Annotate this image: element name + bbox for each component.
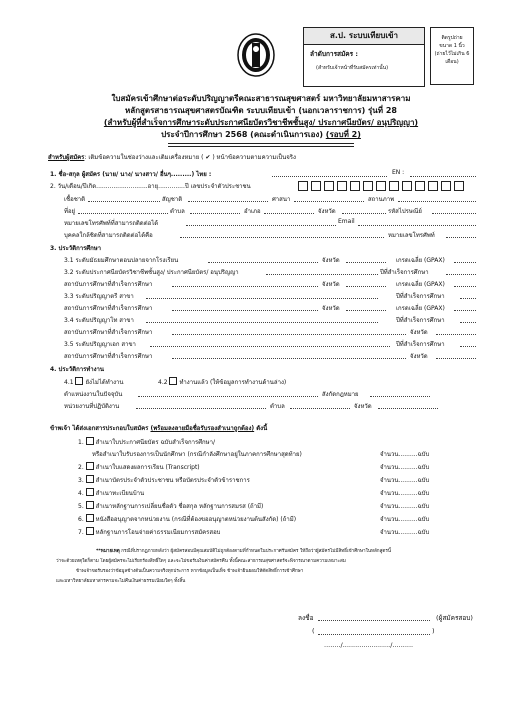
affiliation-label: สังกัดกฎหมาย <box>322 391 359 398</box>
option-number: 4.1 <box>64 379 74 386</box>
id-digit-box[interactable] <box>454 181 464 191</box>
qty-label: จำนวน <box>380 529 399 536</box>
province-label: จังหวัด <box>318 208 336 215</box>
edu-field[interactable] <box>460 298 476 299</box>
unit-label: ฉบับ <box>417 529 430 536</box>
workplace-label: หน่วยงานที่ปฏิบัติงาน <box>64 403 120 410</box>
marital-status-label: สถานภาพ <box>368 196 395 203</box>
document-number: 4. <box>78 490 84 497</box>
document-item[interactable] <box>78 527 220 537</box>
edu-row-end: ปีที่สำเร็จการศึกษา <box>396 317 445 324</box>
qty-label: จำนวน <box>380 464 399 471</box>
applicant-number-label: ลำดับการสมัคร : <box>310 50 359 58</box>
notice-line-3: ข้าพเจ้าขอรับรองว่าข้อมูลข้างต้นเป็นความจริงทุกประการ หากข้อมูลเป็นเท็จ ข้าพเจ้ายินยอมให้ตัดสิทธิ์การเข้าศึกษา <box>76 569 304 574</box>
document-item-continued: หรือสำเนาใบรับรองการเป็นนักศึกษา (กรณีกำลังศึกษาอยู่ในภาคการศึกษาสุดท้าย) <box>92 451 302 458</box>
notice-line-4: และมหาวิทยาลัยมหาสารคามจะไม่คืนเงินค่าธรรมเนียมใดๆ ทั้งสิ้น <box>56 579 186 584</box>
signature-field[interactable] <box>318 620 430 621</box>
edu-row-end: เกรดเฉลี่ย (GPAX) <box>396 305 445 312</box>
documents-heading-suffix: ดังนี้ <box>254 425 268 432</box>
unit-label: ฉบับ <box>417 503 430 510</box>
religion-field[interactable] <box>294 201 364 202</box>
document-item[interactable] <box>78 462 200 472</box>
id-digit-box[interactable] <box>376 181 386 191</box>
instruction-text: : เติมข้อความในช่องว่างและเติมเครื่องหมาย ( ✔ ) หน้าข้อความตามความเป็นจริง <box>84 154 296 161</box>
edu-field[interactable] <box>150 346 390 347</box>
edu-field[interactable] <box>460 346 476 347</box>
document-number: 5. <box>78 503 84 510</box>
district-field[interactable] <box>264 213 314 214</box>
instruction-label: สำหรับผู้สมัคร <box>48 154 85 161</box>
document-qty: จำนวน..........ฉบับ <box>380 464 430 471</box>
id-digit-box[interactable] <box>428 181 438 191</box>
document-checkbox[interactable] <box>86 501 94 509</box>
name-row-label: 1. ชื่อ-สกุล ผู้สมัคร (นาย/ นาง/ นางสาว/ อื่นๆ.........) ไทย : <box>50 171 212 178</box>
edu-row-label: 3.1 ระดับมัธยมศึกษาตอนปลายจากโรงเรียน <box>64 257 179 264</box>
paren-close: ) <box>432 627 435 635</box>
not-employed-text: ยังไม่ได้ทำงาน <box>85 379 124 386</box>
document-qty: จำนวน..........ฉบับ <box>380 529 430 536</box>
national-id-boxes[interactable] <box>298 181 478 191</box>
program-title: หลักสูตรสาธารณสุขศาสตรบัณฑิต ระบบเทียบเข้า (นอกเวลาราชการ) รุ่นที่ 28 <box>125 106 397 115</box>
id-digit-box[interactable] <box>415 181 425 191</box>
document-item[interactable] <box>78 514 296 524</box>
document-text: หนังสืออนุญาตจากหน่วยงาน (กรณีที่ต้องขออนุญาตหน่วยงานต้นสังกัด) (ถ้ามี) <box>95 516 297 523</box>
edu-row-label: 3.2 ระดับประกาศนียบัตรวิชาชีพชั้นสูง/ ประกาศนียบัตร/ อนุปริญญา <box>64 269 239 276</box>
photo-line-2: ขนาด 1 นิ้ว <box>439 43 465 49</box>
edu-field[interactable] <box>446 274 476 275</box>
workplace-field[interactable] <box>136 408 266 409</box>
edu-row-end: จังหวัด <box>410 353 428 360</box>
document-checkbox[interactable] <box>86 475 94 483</box>
document-number: 1. <box>78 439 84 446</box>
edu-row-label: สถาบันการศึกษาที่สำเร็จการศึกษา <box>64 329 153 336</box>
eligibility-title: (สำหรับผู้ที่สำเร็จการศึกษาระดับประกาศนียบัตรวิชาชีพชั้นสูง/ ประกาศนียบัตร/ อนุปริญญา) <box>103 118 419 127</box>
edu-field[interactable] <box>346 286 386 287</box>
applicant-role: (ผู้สมัครสอบ) <box>436 614 473 622</box>
document-text: สำเนาทะเบียนบ้าน <box>95 490 145 497</box>
edu-field[interactable] <box>454 262 476 263</box>
religion-label: ศาสนา <box>272 196 291 203</box>
notice-label: **หมายเหตุ <box>96 549 120 554</box>
edu-field[interactable] <box>454 286 476 287</box>
edu-row-end: ปีที่สำเร็จการศึกษา <box>396 293 445 300</box>
document-checkbox[interactable] <box>86 488 94 496</box>
nationality-field[interactable] <box>188 201 268 202</box>
position-label: ตำแหน่งงานในปัจจุบัน <box>64 391 123 398</box>
workplace-subdistrict-field[interactable] <box>290 408 350 409</box>
photo-line-3: (ถ่ายไว้ไม่เกิน 6 <box>434 51 470 57</box>
printed-name-field[interactable] <box>318 634 430 635</box>
id-digit-box[interactable] <box>298 181 308 191</box>
district-label: อำเภอ <box>244 208 261 215</box>
edu-row-label: 3.4 ระดับปริญญาโท สาขา <box>64 317 134 324</box>
documents-heading-text: ข้าพเจ้า ได้ส่งเอกสารประกอบใบสมัคร <box>50 425 151 432</box>
sign-label: ลงชื่อ <box>298 614 314 622</box>
edu-row-label: สถาบันการศึกษาที่สำเร็จการศึกษา <box>64 305 153 312</box>
document-item[interactable] <box>78 501 263 511</box>
subdistrict-label: ตำบล <box>170 208 185 215</box>
phone-field[interactable] <box>186 225 336 226</box>
position-field[interactable] <box>138 396 318 397</box>
edu-field[interactable] <box>146 298 378 299</box>
edu-row-mid: จังหวัด <box>322 257 340 264</box>
contact-phone-label: หมายเลขโทรศัพท์ <box>388 232 435 239</box>
edu-row-end: เกรดเฉลี่ย (GPAX) <box>396 281 445 288</box>
workplace-province-label: จังหวัด <box>354 403 372 410</box>
edu-row-end: เกรดเฉลี่ย (GPAX) <box>396 257 445 264</box>
document-qty: จำนวน..........ฉบับ <box>380 503 430 510</box>
email-field[interactable] <box>358 225 476 226</box>
edu-row-mid: จังหวัด <box>322 305 340 312</box>
id-digit-box[interactable] <box>350 181 360 191</box>
photo-placeholder <box>430 27 474 85</box>
name-en-label: EN : <box>392 169 405 176</box>
document-checkbox[interactable] <box>86 462 94 470</box>
edu-row-end: จังหวัด <box>410 329 428 336</box>
document-qty: จำนวน..........ฉบับ <box>380 477 430 484</box>
document-item[interactable] <box>78 488 144 498</box>
employed-text: ทำงานแล้ว (ให้ข้อมูลการทำงานด้านล่าง) <box>179 379 287 386</box>
address-field[interactable] <box>78 213 168 214</box>
id-digit-box[interactable] <box>441 181 451 191</box>
qty-label: จำนวน <box>380 477 399 484</box>
work-option-employed[interactable] <box>158 377 286 387</box>
id-digit-box[interactable] <box>363 181 373 191</box>
edu-row-label: 3.5 ระดับปริญญาเอก สาขา <box>64 341 136 348</box>
subdistrict-field[interactable] <box>190 213 240 214</box>
option-number: 4.2 <box>158 379 168 386</box>
office-use-box <box>303 27 425 87</box>
document-number: 2. <box>78 464 84 471</box>
document-number: 3. <box>78 477 84 484</box>
unit-label: ฉบับ <box>417 477 430 484</box>
edu-row-label: สถาบันการศึกษาที่สำเร็จการศึกษา <box>64 353 153 360</box>
photo-line-1: ติดรูปถ่าย <box>441 35 463 41</box>
notice-text: กรณีที่ปรากฏภายหลังว่า ผู้สมัครสอบมีคุณสมบัติไม่ถูกต้องตามที่กำหนดในประกาศรับสมัคร ให้ถือว่าผู้สมัครไม่มีสิทธิ์เข้าศึกษาในหลักสูตรนี้ <box>121 549 391 554</box>
workplace-province-field[interactable] <box>378 408 438 409</box>
affiliation-field[interactable] <box>370 396 430 397</box>
document-qty: จำนวน..........ฉบับ <box>380 451 430 458</box>
edu-field[interactable] <box>460 322 476 323</box>
postcode-label: รหัสไปรษณีย์ <box>388 208 422 215</box>
edu-field[interactable] <box>436 334 476 335</box>
document-text: สำเนาใบแสดงผลการเรียน (Transcript) <box>95 464 200 471</box>
document-text: สำเนาหลักฐานการเปลี่ยนชื่อตัว ชื่อสกุล หลักฐานการสมรส (ถ้ามี) <box>95 503 264 510</box>
ethnicity-label: เชื้อชาติ <box>64 196 86 203</box>
document-item[interactable] <box>78 475 250 485</box>
edu-field[interactable] <box>172 286 318 287</box>
photo-line-4: เดือน) <box>445 59 459 65</box>
name-en-field[interactable] <box>410 176 476 177</box>
id-digit-box[interactable] <box>389 181 399 191</box>
instruction <box>48 152 296 162</box>
id-digit-box[interactable] <box>337 181 347 191</box>
edu-field[interactable] <box>346 262 386 263</box>
document-text: หลักฐานการโอนจ่ายค่าธรรมเนียมการสมัครสอบ <box>95 529 221 536</box>
edu-field[interactable] <box>146 322 378 323</box>
workplace-subdistrict-label: ตำบล <box>270 403 285 410</box>
postcode-field[interactable] <box>432 213 476 214</box>
province-field[interactable] <box>342 213 386 214</box>
address-label: ที่อยู่ <box>64 208 76 215</box>
documents-heading-emph: (พร้อมลงลายมือชื่อรับรองสำเนาถูกต้อง) <box>150 425 255 432</box>
document-checkbox[interactable] <box>86 514 94 522</box>
work-history-heading: 4. ประวัติการทำงาน <box>50 366 105 373</box>
edu-field[interactable] <box>266 274 378 275</box>
title-divider-1 <box>168 143 354 144</box>
sign-date-field[interactable]: ......../......................./.......... <box>324 641 414 649</box>
email-label: Email <box>338 218 355 225</box>
edu-field[interactable] <box>454 310 476 311</box>
not-employed-checkbox[interactable] <box>75 377 83 385</box>
edu-field[interactable] <box>208 262 318 263</box>
id-digit-box[interactable] <box>402 181 412 191</box>
name-thai-field[interactable] <box>272 176 387 177</box>
edu-row-mid: จังหวัด <box>322 281 340 288</box>
id-digit-box[interactable] <box>311 181 321 191</box>
phone-label: หมายเลขโทรศัพท์ที่สามารถติดต่อได้ <box>64 220 159 227</box>
edu-row-label: 3.3 ระดับปริญญาตรี สาขา <box>64 293 134 300</box>
document-text: สำเนาบัตรประจำตัวประชาชน หรือบัตรประจำตัวข้าราชการ <box>95 477 250 484</box>
academic-year-text: ประจำปีการศึกษา 2568 (คณะดำเนินการเอง) <box>161 130 326 139</box>
document-qty: จำนวน..........ฉบับ <box>380 490 430 497</box>
edu-field[interactable] <box>346 310 386 311</box>
notice-line-1 <box>96 548 391 555</box>
qty-label: จำนวน <box>380 503 399 510</box>
title-divider-2 <box>168 146 354 147</box>
document-number: 6. <box>78 516 84 523</box>
ethnicity-field[interactable] <box>88 201 160 202</box>
form-title: ใบสมัครเข้าศึกษาต่อระดับปริญญาตรีคณะสาธารณสุขศาสตร์ มหาวิทยาลัยมหาสารคาม <box>111 94 411 103</box>
unit-label: ฉบับ <box>417 490 430 497</box>
office-box-title: ส.ป. ระบบเทียบเข้า <box>304 28 424 45</box>
paren-open: ( <box>312 627 315 635</box>
work-option-not-employed[interactable] <box>64 377 124 387</box>
contact-person-label: บุคคลใกล้ชิดที่สามารถติดต่อได้คือ <box>64 232 153 239</box>
id-digit-box[interactable] <box>324 181 334 191</box>
notice-line-2: ว่าจะด้วยเหตุใดก็ตาม โดยผู้สมัครจะไม่เรียกร้องสิทธิ์ใดๆ และจะไม่ขอรับเงินค่าสมัครคืน ทั้งนี้คณะสาธารณสุขศาสตร์จะพิจารณาตามความเหมาะสม <box>56 559 346 564</box>
office-use-note: (สำหรับเจ้าหน้าที่รับสมัครเท่านั้น) <box>316 65 389 71</box>
document-checkbox[interactable] <box>86 437 94 445</box>
marital-status-field[interactable] <box>398 201 476 202</box>
edu-row-end: ปีที่สำเร็จการศึกษา <box>380 269 429 276</box>
unit-label: ฉบับ <box>417 516 430 523</box>
academic-year-title <box>0 128 522 141</box>
edu-field[interactable] <box>172 358 406 359</box>
contact-phone-field[interactable] <box>446 237 476 238</box>
dob-row-label: 2. วัน/เดือน/ปีเกิด...........................อายุ..............ปี เลขประจำตัวประชาชน <box>50 183 251 190</box>
round-text: (รอบที่ 2) <box>325 130 361 139</box>
document-number: 7. <box>78 529 84 536</box>
qty-label: จำนวน <box>380 516 399 523</box>
edu-field[interactable] <box>436 358 476 359</box>
qty-label: จำนวน <box>380 451 399 458</box>
edu-row-label: สถาบันการศึกษาที่สำเร็จการศึกษา <box>64 281 153 288</box>
document-item[interactable] <box>78 437 215 447</box>
employed-checkbox[interactable] <box>169 377 177 385</box>
unit-label: ฉบับ <box>417 451 430 458</box>
documents-heading <box>50 423 267 433</box>
qty-label: จำนวน <box>380 490 399 497</box>
edu-row-end: ปีที่สำเร็จการศึกษา <box>396 341 445 348</box>
document-text: สำเนาใบประกาศนียบัตร ฉบับสำเร็จการศึกษา/ <box>95 439 215 446</box>
edu-field[interactable] <box>172 334 406 335</box>
edu-field[interactable] <box>172 310 318 311</box>
document-qty: จำนวน..........ฉบับ <box>380 516 430 523</box>
education-heading: 3. ประวัติการศึกษา <box>50 245 102 252</box>
unit-label: ฉบับ <box>417 464 430 471</box>
document-checkbox[interactable] <box>86 527 94 535</box>
university-logo-icon <box>236 32 276 78</box>
nationality-label: สัญชาติ <box>162 196 183 203</box>
contact-person-field[interactable] <box>180 237 384 238</box>
